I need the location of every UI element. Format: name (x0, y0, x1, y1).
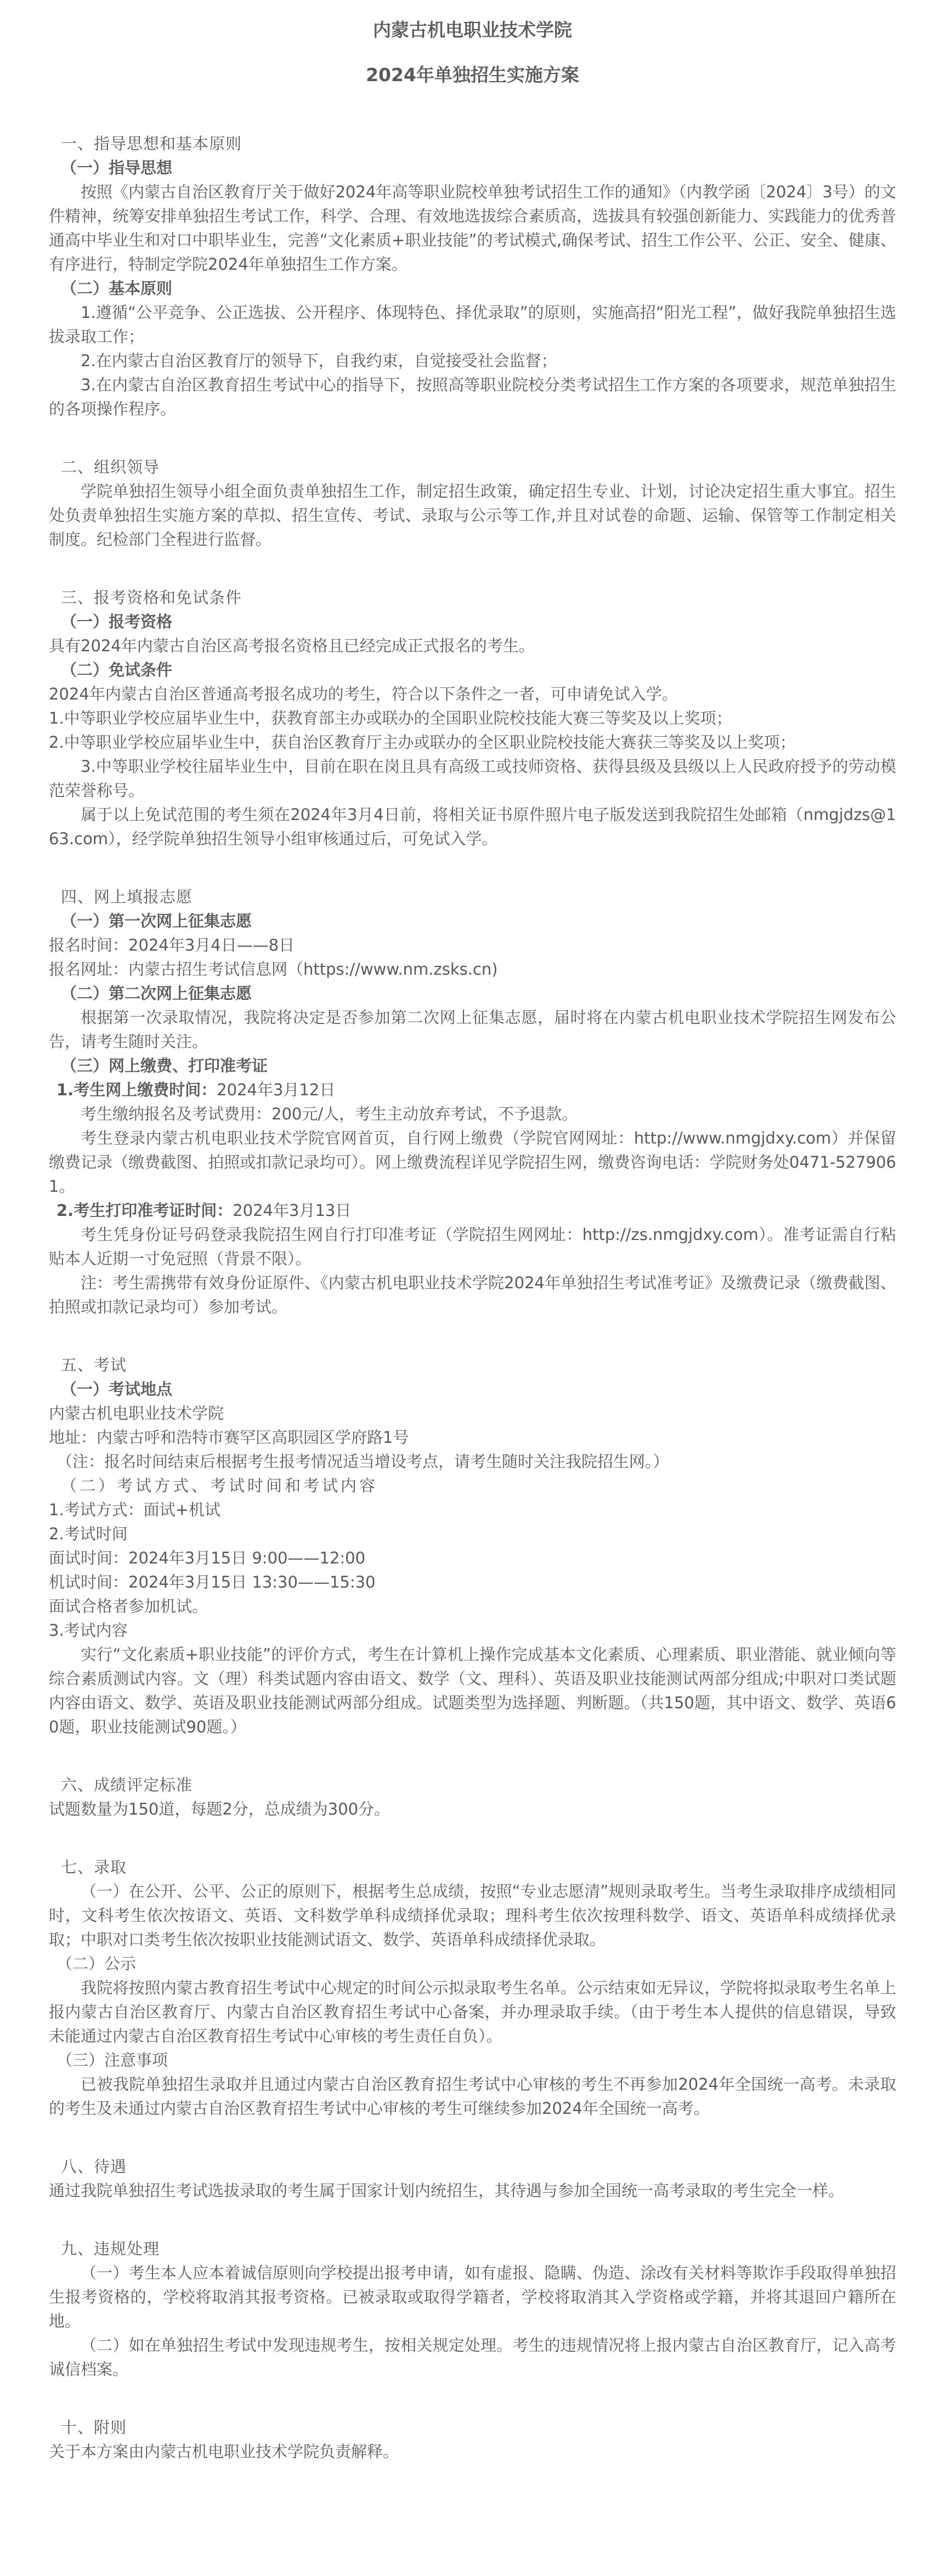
section-examination (49, 1353, 896, 1739)
paragraph: （一）考生本人应本着诚信原则向学校提出报考申请，如有虚报、隐瞒、伪造、涂改有关材料等欺诈手段取得单独招生报考资格的，学校将取消其报考资格。已被录取或取得学籍者，学校将取消其入学资格或学籍，并将其退回户籍所在地。 (49, 2264, 896, 2330)
paragraph: 内蒙古机电职业技术学院 (49, 1404, 224, 1423)
section-heading: 四、网上填报志愿 (61, 888, 193, 906)
paragraph: 考生登录内蒙古机电职业技术学院官网首页，自行网上缴费（学院官网网址：http://www.nmgjdxy.com）并保留缴费记录（缴费截图、拍照或扣款记录均可）。网上缴费流程详见学院招生网，缴费咨询电话：学院财务处0471-5279061。 (49, 1129, 896, 1196)
line-label: 2.考生打印准考证时间： (56, 1201, 233, 1220)
paragraph: 实行“文化素质+职业技能”的评价方式，考生在计算机上操作完成基本文化素质、心理素质、职业潜能、就业倾向等综合素质测试内容。文（理）科类试题内容由语文、数学（文、理科）、英语及职业技能测试两部分组成;中职对口类试题内容由语文、数学、英语及职业技能测试两部分组成。试题类型为选择题、判断题。（共150题，其中语文、数学、英语60题，职业技能测试90题。） (49, 1645, 896, 1736)
subsection-heading-kai: （二）考试方式、考试时间和考试内容 (61, 1476, 378, 1495)
subsection-heading: （二）免试条件 (61, 661, 173, 679)
paragraph: 通过我院单独招生考试选拔录取的考生属于国家计划内统招生，其待遇与参加全国统一高考录取的考生完全一样。 (49, 2181, 845, 2200)
paragraph: 地址：内蒙古呼和浩特市赛罕区高职园区学府路1号 (49, 1428, 409, 1447)
subsection-heading: （三）网上缴费、打印准考证 (61, 1056, 268, 1075)
section-online-application (49, 885, 896, 1319)
section-heading: 十、附则 (61, 2418, 127, 2437)
subsection-heading: （一）考试地点 (61, 1380, 173, 1398)
paragraph: 已被我院单独招生录取并且通过内蒙古自治区教育招生考试中心审核的考生不再参加2024年全国统一高考。未录取的考生及未通过内蒙古自治区教育招生考试中心审核的考生可继续参加2024年全国统一高考。 (49, 2075, 896, 2118)
section-heading: 五、考试 (61, 1356, 127, 1374)
section-eligibility-exemption (49, 585, 896, 851)
paragraph: 2.在内蒙古自治区教育厅的领导下，自我约束，自觉接受社会监督； (81, 351, 557, 370)
paragraph: （三）注意事项 (56, 2051, 168, 2069)
paragraph: 1.中等职业学校应届毕业生中，获教育部主办或联办的全国职业院校技能大赛三等奖及以上奖项； (49, 709, 732, 727)
section-heading: 九、违规处理 (61, 2239, 160, 2258)
subsection-heading: （一）指导思想 (61, 158, 173, 177)
document-title-line1: 内蒙古机电职业技术学院 (373, 19, 572, 41)
line-value: 2024年3月12日 (217, 1081, 336, 1099)
section-treatment (49, 2154, 896, 2203)
section-grading-standard (49, 1773, 896, 1821)
section-violation-handling (49, 2237, 896, 2381)
document-body (49, 132, 896, 2464)
subsection-heading: （一）报考资格 (61, 612, 173, 631)
paragraph: 机试时间：2024年3月15日 13:30——15:30 (49, 1573, 376, 1591)
paragraph: 试题数量为150道，每题2分，总成绩为300分。 (49, 1800, 391, 1818)
paragraph: 3.考试内容 (49, 1621, 128, 1640)
paragraph: （注：报名时间结束后根据考生报考情况适当增设考点，请考生随时关注我院招生网。） (56, 1452, 669, 1471)
paragraph: 具有2024年内蒙古自治区高考报名资格且已经完成正式报名的考生。 (49, 636, 535, 655)
section-organization-leadership (49, 455, 896, 551)
paragraph: （一）在公开、公平、公正的原则下，根据考生总成绩，按照“专业志愿清”规则录取考生。当考生录取排序成绩相同时，文科考生依次按语文、英语、文科数学单科成绩择优录取；理科考生依次按理科数学、语文、英语单科成绩择优录取；中职对口类考生依次按职业技能测试语文、数学、英语单科成绩择优录取。 (49, 1882, 896, 1949)
paragraph: 考生凭身份证号码登录我院招生网自行打印准考证（学院招生网网址：http://zs.nmgjdxy.com）。准考证需自行粘贴本人近期一寸免冠照（背景不限）。 (49, 1225, 896, 1268)
subsection-heading: （二）第二次网上征集志愿 (61, 984, 252, 1003)
paragraph: 关于本方案由内蒙古机电职业技术学院负责解释。 (49, 2442, 399, 2461)
paragraph: （二）如在单独招生考试中发现违规考生，按相关规定处理。考生的违规情况将上报内蒙古自治区教育厅，记入高考诚信档案。 (49, 2336, 896, 2379)
section-guiding-principles (49, 132, 896, 421)
subsection-heading: （一）第一次网上征集志愿 (61, 912, 252, 930)
labeled-line (49, 1198, 896, 1222)
paragraph: 我院将按照内蒙古教育招生考试中心规定的时间公示拟录取考生名单。公示结束如无异议，学院将拟录取考生名单上报内蒙古自治区教育厅、内蒙古自治区教育招生考试中心备案，并办理录取手续。（由于考生本人提供的信息错误，导致未能通过内蒙古自治区教育招生考试中心审核的考生责任自负）。 (49, 1978, 896, 2045)
subsection-heading: （二）基本原则 (61, 279, 173, 298)
paragraph: （二）公示 (56, 1954, 137, 1973)
section-heading: 八、待遇 (61, 2157, 127, 2176)
paragraph: 根据第一次录取情况，我院将决定是否参加第二次网上征集志愿，届时将在内蒙古机电职业技术学院招生网发布公告，请考生随时关注。 (49, 1008, 896, 1051)
paragraph: 3.中等职业学校往届毕业生中，目前在职在岗且具有高级工或技师资格、获得县级及县级以上人民政府授予的劳动模范荣誉称号。 (49, 757, 896, 800)
paragraph: 3.在内蒙古自治区教育招生考试中心的指导下，按照高等职业院校分类考试招生工作方案的各项要求，规范单独招生的各项操作程序。 (49, 376, 896, 418)
paragraph: 面试合格者参加机试。 (49, 1597, 208, 1616)
section-heading: 一、指导思想和基本原则 (61, 134, 242, 153)
paragraph: 属于以上免试范围的考生须在2024年3月4日前，将相关证书原件照片电子版发送到我院招生处邮箱（nmgjdzs@163.com），经学院单独招生领导小组审核通过后，可免试入学。 (49, 805, 896, 848)
section-heading: 七、录取 (61, 1858, 127, 1876)
section-heading: 六、成绩评定标准 (61, 1776, 193, 1794)
paragraph: 1.遵循“公平竞争、公正选拔、公开程序、体现特色、择优录取”的原则，实施高招“阳光工程”，做好我院单独招生选拔录取工作； (49, 303, 896, 346)
section-supplementary (49, 2415, 896, 2464)
paragraph: 考生缴纳报名及考试费用：200元/人，考生主动放弃考试，不予退款。 (81, 1105, 578, 1123)
paragraph: 2024年内蒙古自治区普通高考报名成功的考生，符合以下条件之一者，可申请免试入学。 (49, 685, 678, 703)
paragraph: 2.考试时间 (49, 1525, 128, 1543)
paragraph: 面试时间：2024年3月15日 9:00——12:00 (49, 1549, 366, 1567)
paragraph: 1.考试方式：面试+机试 (49, 1500, 220, 1519)
paragraph: 2.中等职业学校应届毕业生中，获自治区教育厅主办或联办的全区职业院校技能大赛获三等奖及以上奖项； (49, 733, 796, 752)
paragraph: 注：考生需携带有效身份证原件、《内蒙古机电职业技术学院2024年单独招生考试准考证》及缴费记录（缴费截图、拍照或扣款记录均可）参加考试。 (49, 1273, 896, 1316)
section-admission (49, 1855, 896, 2120)
line-value: 2024年3月13日 (233, 1201, 352, 1220)
document-title-line2: 2024年单独招生实施方案 (366, 64, 579, 86)
labeled-line (49, 1078, 896, 1102)
paragraph: 报名时间：2024年3月4日——8日 (49, 936, 295, 954)
paragraph: 按照《内蒙古自治区教育厅关于做好2024年高等职业院校单独考试招生工作的通知》（内教学函〔2024〕3号）的文件精神，统筹安排单独招生考试工作，科学、合理、有效地选拔综合素质高，选拔具有较强创新能力、实践能力的优秀普通高中毕业生和对口中职毕业生，完善“文化素质+职业技能”的考试模式,确保考试、招生工作公平、公正、安全、健康、有序进行，特制定学院2024年单独招生工作方案。 (49, 183, 896, 274)
line-label: 1.考生网上缴费时间： (56, 1081, 217, 1099)
paragraph: 报名网址：内蒙古招生考试信息网（https://www.nm.zsks.cn) (49, 960, 498, 979)
section-heading: 三、报考资格和免试条件 (61, 588, 242, 607)
paragraph: 学院单独招生领导小组全面负责单独招生工作，制定招生政策，确定招生专业、计划，讨论决定招生重大事宜。招生处负责单独招生实施方案的草拟、招生宣传、考试、录取与公示等工作,并且对试卷的命题、运输、保管等工作制定相关制度。纪检部门全程进行监督。 (49, 482, 896, 549)
section-heading: 二、组织领导 (61, 458, 160, 476)
